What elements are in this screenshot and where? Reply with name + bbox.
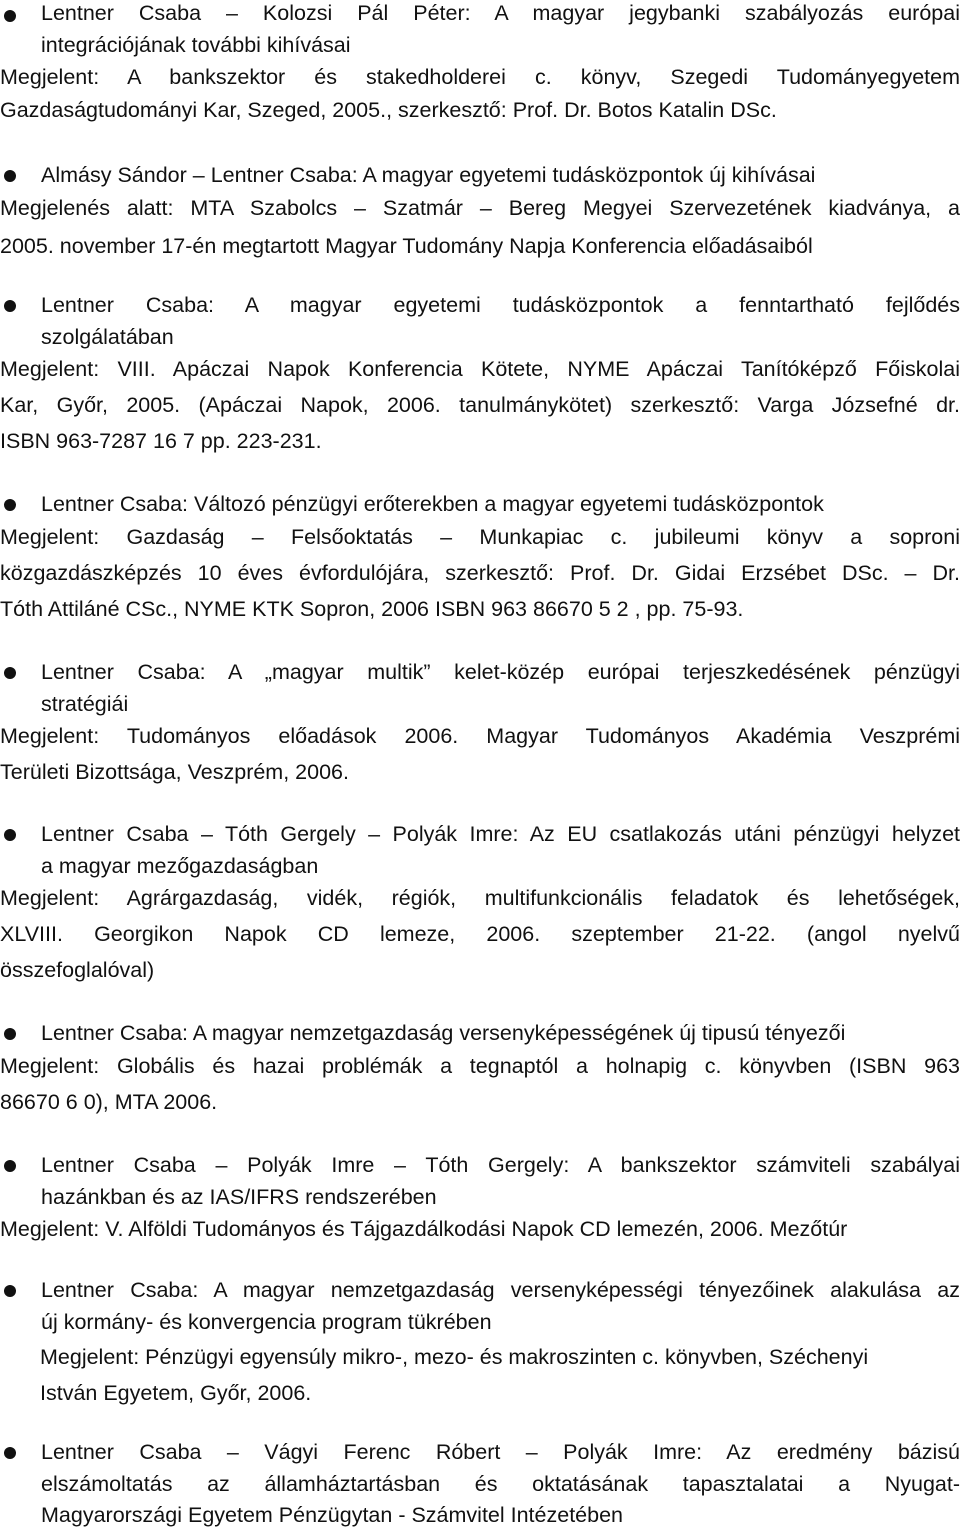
entry-publication-line: Gazdaságtudományi Kar, Szeged, 2005., szerkesztő: Prof. Dr. Botos Katalin DSc. [0, 98, 777, 122]
entry-publication-line: Kar, Győr, 2005. (Apáczai Napok, 2006. tanulmánykötet) szerkesztő: Varga Józsefné dr. [0, 393, 960, 417]
entry-title-line: új kormány- és konvergencia program tükrében [41, 1310, 492, 1334]
entry-publication-line: összefoglalóval) [0, 958, 155, 982]
entry-title-line: integrációjának további kihívásai [41, 33, 351, 57]
bullet-icon [4, 1285, 16, 1297]
bullet-icon [4, 667, 16, 679]
entry-publication-line: Megjelent: A bankszektor és stakedholderei c. könyv, Szegedi Tudományegyetem [0, 65, 960, 89]
bullet-icon [4, 499, 16, 511]
bullet-icon [4, 10, 16, 22]
entry-publication-line: Területi Bizottsága, Veszprém, 2006. [0, 760, 349, 784]
entry-publication-line: Tóth Attiláné CSc., NYME KTK Sopron, 2006 ISBN 963 86670 5 2 , pp. 75-93. [0, 597, 744, 621]
entry-title-line: Lentner Csaba – Tóth Gergely – Polyák Imre: Az EU csatlakozás utáni pénzügyi helyzet [41, 822, 960, 846]
entry-publication-line: ISBN 963-7287 16 7 pp. 223-231. [0, 429, 322, 453]
entry-publication-line: Megjelent: Pénzügyi egyensúly mikro-, mezo- és makroszinten c. könyvben, Széchenyi [40, 1345, 869, 1369]
entry-publication-line: 2005. november 17-én megtartott Magyar Tudomány Napja Konferencia előadásaiból [0, 234, 813, 258]
bullet-icon [4, 170, 16, 182]
entry-title-line: hazánkban és az IAS/IFRS rendszerében [41, 1185, 437, 1209]
entry-publication-line: XLVIII. Georgikon Napok CD lemeze, 2006. szeptember 21-22. (angol nyelvű [0, 922, 960, 946]
entry-publication-line: Megjelent: Agrárgazdaság, vidék, régiók, multifunkcionális feladatok és lehetőségek, [0, 886, 960, 910]
bullet-icon [4, 1028, 16, 1040]
bullet-icon [4, 1447, 16, 1459]
entry-title-line: Lentner Csaba – Vágyi Ferenc Róbert – Polyák Imre: Az eredmény bázisú [41, 1440, 960, 1464]
entry-publication-line: Megjelent: V. Alföldi Tudományos és Tájgazdálkodási Napok CD lemezén, 2006. Mezőtúr [0, 1217, 848, 1241]
entry-title-line: Lentner Csaba – Kolozsi Pál Péter: A magyar jegybanki szabályozás európai [41, 1, 960, 25]
entry-title-line: elszámoltatás az államháztartásban és oktatásának tapasztalatai a Nyugat- [41, 1472, 960, 1496]
bullet-icon [4, 1160, 16, 1172]
entry-title-line: Lentner Csaba – Polyák Imre – Tóth Gergely: A bankszektor számviteli szabályai [41, 1153, 960, 1177]
entry-title-line: stratégiái [41, 692, 129, 716]
entry-publication-line: 86670 6 0), MTA 2006. [0, 1090, 218, 1114]
entry-title-line: a magyar mezőgazdaságban [41, 854, 319, 878]
entry-title-line: Lentner Csaba: A „magyar multik” kelet-közép európai terjeszkedésének pénzügyi [41, 660, 960, 684]
entry-publication-line: Megjelenés alatt: MTA Szabolcs – Szatmár – Bereg Megyei Szervezetének kiadványa, a [0, 196, 960, 220]
entry-title-line: Almásy Sándor – Lentner Csaba: A magyar egyetemi tudásközpontok új kihívásai [41, 163, 816, 187]
entry-publication-line: Megjelent: Gazdaság – Felsőoktatás – Munkapiac c. jubileumi könyv a soproni [0, 525, 960, 549]
entry-title-line: szolgálatában [41, 325, 174, 349]
entry-title-line: Lentner Csaba: A magyar nemzetgazdaság versenyképességi tényezőinek alakulása az [41, 1278, 960, 1302]
bullet-icon [4, 300, 16, 312]
entry-publication-line: közgazdászképzés 10 éves évfordulójára, szerkesztő: Prof. Dr. Gidai Erzsébet DSc. – Dr. [0, 561, 960, 585]
entry-publication-line: Megjelent: Globális és hazai problémák a tegnaptól a holnapig c. könyvben (ISBN 963 [0, 1054, 960, 1078]
entry-title-line: Magyarországi Egyetem Pénzügytan - Számvitel Intézetében [41, 1503, 623, 1527]
entry-title-line: Lentner Csaba: A magyar egyetemi tudásközpontok a fenntartható fejlődés [41, 293, 960, 317]
entry-publication-line: István Egyetem, Győr, 2006. [40, 1381, 312, 1405]
entry-publication-line: Megjelent: VIII. Apáczai Napok Konferencia Kötete, NYME Apáczai Tanítóképző Főiskolai [0, 357, 960, 381]
entry-title-line: Lentner Csaba: Változó pénzügyi erőterekben a magyar egyetemi tudásközpontok [41, 492, 824, 516]
entry-publication-line: Megjelent: Tudományos előadások 2006. Magyar Tudományos Akadémia Veszprémi [0, 724, 960, 748]
entry-title-line: Lentner Csaba: A magyar nemzetgazdaság versenyképességének új tipusú tényezői [41, 1021, 846, 1045]
bullet-icon [4, 829, 16, 841]
